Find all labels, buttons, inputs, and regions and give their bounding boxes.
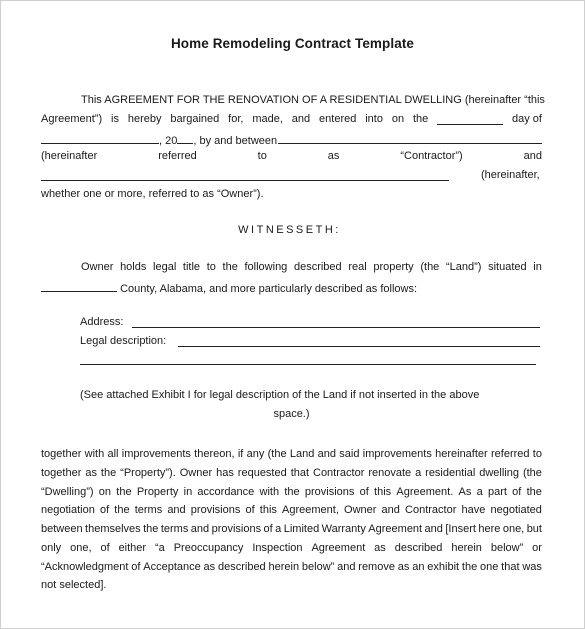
body-word: “a <box>155 542 165 554</box>
body-word: and <box>167 504 186 516</box>
preamble-word: into <box>365 113 383 125</box>
body-word: the <box>526 486 542 498</box>
body-word: [Insert <box>445 523 476 535</box>
body-word: said <box>339 448 360 460</box>
body-line-8: not selected]. <box>41 579 107 591</box>
body-word: here <box>478 523 501 535</box>
body-word: renovate <box>368 467 412 479</box>
contractor-name-blank[interactable] <box>278 143 542 144</box>
land-word: real <box>348 261 367 273</box>
exhibit-note-line-1: (See attached Exhibit I for legal description of the Land if not inserted in the above <box>80 389 480 401</box>
body-word: together <box>41 467 82 479</box>
preamble-line-6: whether one or more, referred to as “Owner”). <box>41 188 264 200</box>
preamble-word: (hereinafter <box>41 150 98 162</box>
body-word: Agreement <box>311 542 366 554</box>
body-word: the <box>114 504 130 516</box>
body-word: herein <box>451 542 482 554</box>
body-word: a <box>476 486 483 498</box>
body-word: negotiation <box>41 504 95 516</box>
body-word: remove <box>358 561 395 573</box>
body-word: (the <box>267 448 287 460</box>
body-word: provisions <box>304 486 355 498</box>
body-word: the <box>461 561 478 573</box>
body-word: described <box>394 542 443 554</box>
land-word: (the <box>420 261 440 273</box>
body-line-3 <box>41 486 542 499</box>
body-word: the <box>284 486 300 498</box>
exhibit-note-line-2: space.) <box>273 408 310 420</box>
preamble-line-2 <box>41 113 542 126</box>
body-word: referred <box>490 448 530 460</box>
legal-description-field-2[interactable] <box>80 364 536 365</box>
body-word: Limited <box>283 523 320 535</box>
preamble-line-1: This AGREEMENT FOR THE RENOVATION OF A RESIDENTIAL DWELLING (hereinafter “this <box>81 94 545 106</box>
land-word: the <box>222 261 238 273</box>
body-word: the <box>143 523 159 535</box>
preamble-word: on <box>391 113 405 125</box>
land-word: described <box>293 261 342 273</box>
body-word: terms <box>134 504 163 516</box>
body-word: a <box>275 523 282 535</box>
preamble-word: day of <box>512 113 542 125</box>
body-word: provisions <box>211 523 262 535</box>
body-word: dwelling <box>479 467 519 479</box>
preamble-word: bargained <box>170 113 220 125</box>
land-word: holds <box>120 261 147 273</box>
body-word: and <box>381 504 400 516</box>
body-word: accordance <box>197 486 255 498</box>
body-word: as <box>374 542 386 554</box>
body-word: in <box>183 486 193 498</box>
body-word: “Acknowledgment <box>41 561 129 573</box>
body-word: one, <box>70 542 92 554</box>
body-word: (the <box>522 467 542 479</box>
preamble-word: “Contractor”) <box>400 150 463 162</box>
land-word: title <box>182 261 201 273</box>
land-word: “Land”) <box>445 261 482 273</box>
body-line-2 <box>41 467 542 480</box>
body-word: that <box>501 561 520 573</box>
body-word: as <box>85 467 97 479</box>
body-word: Inspection <box>252 542 303 554</box>
body-word: requested <box>237 467 287 479</box>
body-word: one, <box>502 523 525 535</box>
body-word: any <box>246 448 265 460</box>
body-word: thereon, <box>194 448 235 460</box>
body-word: herein <box>268 561 300 573</box>
legal-description-field-1[interactable] <box>178 346 540 347</box>
body-word: Preoccupancy <box>173 542 244 554</box>
body-word: and <box>317 448 336 460</box>
body-word: Agreement <box>368 523 423 535</box>
body-word: below” <box>301 561 335 573</box>
address-field[interactable] <box>132 327 540 328</box>
preamble-word: entered <box>319 113 357 125</box>
body-word: has <box>216 467 234 479</box>
body-line-4 <box>41 504 542 517</box>
body-word: described <box>217 561 266 573</box>
land-word: Owner <box>81 261 114 273</box>
preamble-word: to <box>257 150 267 162</box>
body-word: of <box>245 504 255 516</box>
body-word: Property <box>136 486 179 498</box>
body-word: Contractor <box>313 467 365 479</box>
preamble-word: made, <box>252 113 283 125</box>
body-word: of <box>99 504 110 516</box>
body-word: this <box>259 504 277 516</box>
preamble-word: for, <box>228 113 244 125</box>
preamble-word: Agreement”) <box>41 113 103 125</box>
body-word: and <box>190 523 210 535</box>
body-line-5 <box>41 523 542 536</box>
body-word: hereinafter <box>435 448 488 460</box>
preamble-line-4 <box>41 150 542 163</box>
body-word: residential <box>425 467 476 479</box>
body-word: Acceptance <box>143 561 201 573</box>
land-word: to <box>206 261 216 273</box>
body-word: part <box>487 486 507 498</box>
body-word: with <box>259 486 280 498</box>
county-text: County, Alabama, and more particularly described as follows: <box>120 283 418 295</box>
body-word: that <box>290 467 310 479</box>
body-line-7 <box>41 561 542 574</box>
year-prefix: , 20 <box>159 135 178 147</box>
body-word: and <box>337 561 356 573</box>
owner-name-blank[interactable] <box>41 180 449 181</box>
agreement-year-blank[interactable] <box>177 132 193 144</box>
body-word: an <box>412 561 425 573</box>
land-word: in <box>533 261 542 273</box>
body-word: with <box>84 448 105 460</box>
body-word: was <box>522 561 542 573</box>
land-line-2 <box>41 280 417 296</box>
body-word: this <box>374 486 392 498</box>
by-and-between-text: , by and between <box>193 135 278 147</box>
body-word: themselves <box>85 523 141 535</box>
preamble-word: referred <box>158 150 197 162</box>
preamble-word: is <box>111 113 119 125</box>
preamble-word: and <box>523 150 542 162</box>
body-word: as <box>397 561 410 573</box>
body-word: between <box>41 523 83 535</box>
preamble-line-3 <box>41 132 277 148</box>
land-line-1 <box>81 261 542 274</box>
body-word: “Dwelling”) <box>41 486 94 498</box>
body-word: Owner <box>179 467 213 479</box>
land-word: situated <box>488 261 527 273</box>
body-word: Agreement. <box>396 486 454 498</box>
body-word: Agreement, <box>282 504 339 516</box>
body-word: provisions <box>190 504 241 516</box>
preamble-word: as <box>327 150 340 162</box>
body-word: one <box>480 561 499 573</box>
preamble-line-5-end: (hereinafter, <box>481 169 540 181</box>
body-word: As <box>458 486 472 498</box>
body-word: the <box>100 467 117 479</box>
body-word: Contractor <box>405 504 457 516</box>
body-word: exhibit <box>427 561 460 573</box>
preamble-word: and <box>291 113 311 125</box>
body-word: of <box>359 486 369 498</box>
body-word: of <box>512 486 522 498</box>
land-word: following <box>244 261 288 273</box>
preamble-word: the <box>412 113 429 125</box>
body-word: as <box>203 561 216 573</box>
agreement-month-blank[interactable] <box>41 132 159 144</box>
address-label: Address: <box>80 316 124 328</box>
body-word: only <box>41 542 62 554</box>
body-word: either <box>118 542 147 554</box>
body-word: of <box>131 561 141 573</box>
body-line-1 <box>41 448 542 461</box>
body-word: have <box>461 504 486 516</box>
body-word: below” <box>490 542 524 554</box>
body-word: a <box>415 467 422 479</box>
body-word: improvements <box>362 448 432 460</box>
body-word: “Property”). <box>120 467 176 479</box>
land-word: legal <box>153 261 177 273</box>
body-word: to <box>532 448 542 460</box>
body-word: the <box>116 486 132 498</box>
body-word: if <box>237 448 244 460</box>
preamble-word: hereby <box>127 113 162 125</box>
body-word: improvements <box>121 448 191 460</box>
body-word: on <box>98 486 112 498</box>
body-word: of <box>263 523 273 535</box>
legal-description-label: Legal description: <box>80 335 167 347</box>
land-word: property <box>373 261 414 273</box>
body-word: or <box>532 542 542 554</box>
body-word: terms <box>160 523 189 535</box>
body-word: together <box>41 448 82 460</box>
county-blank[interactable] <box>41 280 117 292</box>
body-word: Land <box>289 448 315 460</box>
agreement-day-blank[interactable] <box>437 113 503 125</box>
body-word: of <box>100 542 110 554</box>
body-line-6 <box>41 542 542 555</box>
witnesseth-heading: WITNESSETH: <box>238 224 341 236</box>
body-word: negotiated <box>490 504 542 516</box>
body-word: and <box>424 523 443 535</box>
body-word: Warranty <box>321 523 366 535</box>
body-word: all <box>107 448 119 460</box>
body-word: but <box>526 523 542 535</box>
body-word: Owner <box>344 504 377 516</box>
document-title: Home Remodeling Contract Template <box>170 36 415 51</box>
